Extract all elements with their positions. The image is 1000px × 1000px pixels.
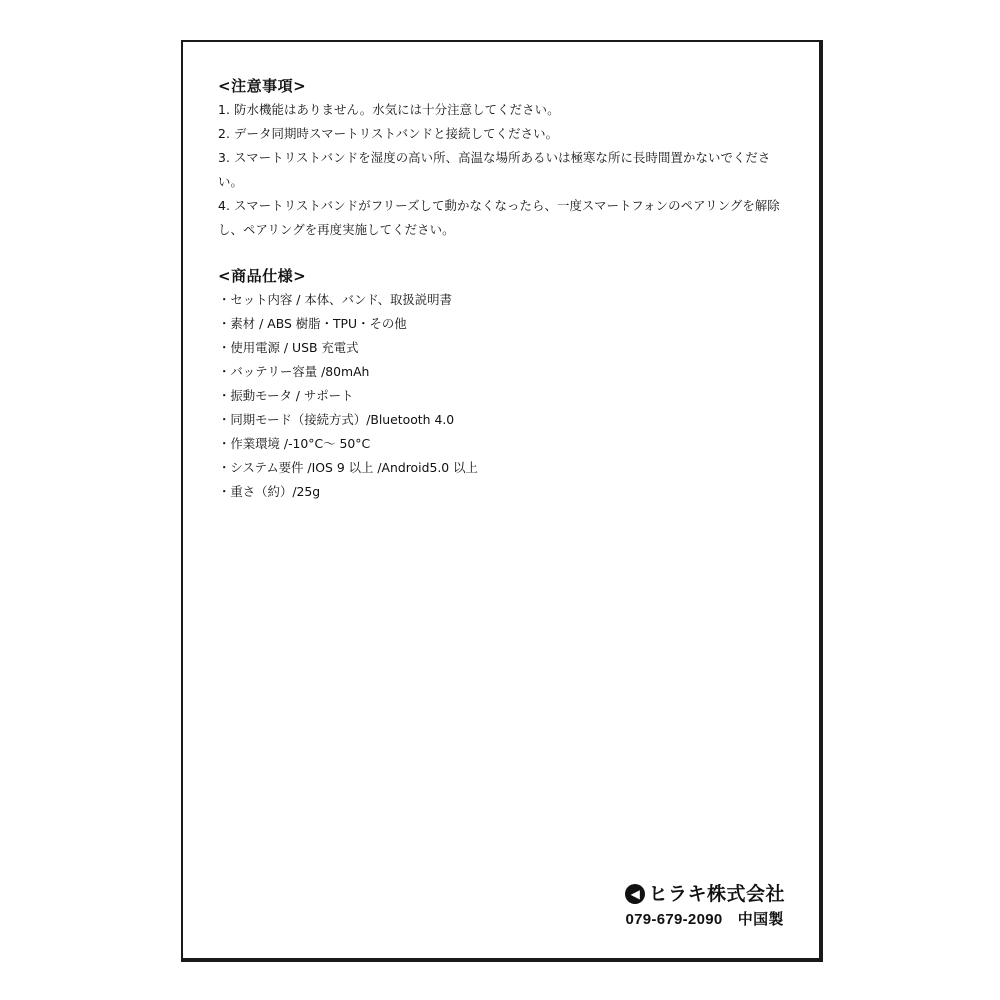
hiraki-logo-icon: ◀ <box>625 884 645 904</box>
specs-list <box>218 288 788 504</box>
spec-item: ・重さ（約）/25g <box>218 484 321 499</box>
sheet-content <box>218 76 788 504</box>
spec-item: ・バッテリー容量 /80mAh <box>218 364 370 379</box>
spec-item: ・同期モード（接続方式）/Bluetooth 4.0 <box>218 412 455 427</box>
spec-item: ・素材 / ABS 樹脂・TPU・その他 <box>218 316 407 331</box>
company-brand <box>625 882 785 906</box>
specs-heading: <商品仕様> <box>218 267 307 285</box>
company-footer <box>625 882 785 932</box>
caution-item: 3. スマートリストバンドを湿度の高い所、高温な場所あるいは極寒な所に長時間置かないでください。 <box>218 150 771 189</box>
cautions-list <box>218 98 788 242</box>
spec-item: ・作業環境 /-10°C～ 50°C <box>218 436 371 451</box>
spec-item: ・振動モータ / サポート <box>218 388 354 403</box>
spec-item: ・使用電源 / USB 充電式 <box>218 340 359 355</box>
caution-item: 2. データ同期時スマートリストバンドと接続してください。 <box>218 126 559 141</box>
cautions-heading: <注意事項> <box>218 77 307 95</box>
caution-item: 4. スマートリストバンドがフリーズして動かなくなったら、一度スマートフォンのペアリングを解除し、ペアリングを再度実施してください。 <box>218 198 780 237</box>
spec-item: ・システム要件 /IOS 9 以上 /Android5.0 以上 <box>218 460 478 475</box>
instruction-sheet <box>181 40 823 962</box>
contact-line: 079-679-2090 中国製 <box>625 911 784 928</box>
spec-item: ・セット内容 / 本体、バンド、取扱説明書 <box>218 292 452 307</box>
company-name: ヒラキ株式会社 <box>648 883 785 905</box>
caution-item: 1. 防水機能はありません。水気には十分注意してください。 <box>218 102 560 117</box>
